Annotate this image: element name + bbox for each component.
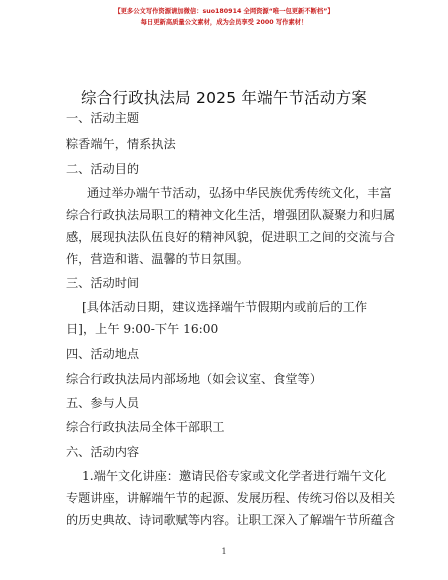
paragraph-line: [具体活动日期，建议选择端午节假期内或前后的工作 xyxy=(82,300,368,314)
section-heading-time: 三、活动时间 xyxy=(66,276,140,290)
paragraph-line: 感，展现执法队伍良好的精神风貌，促进职工之间的交流与合 xyxy=(66,230,396,244)
document-title: 综合行政执法局 2025 年端午节活动方案 xyxy=(80,89,367,107)
paragraph-line: 通过举办端午节活动，弘扬中华民族优秀传统文化，丰富 xyxy=(87,186,392,200)
paragraph-line: 的历史典故、诗词歌赋等内容。让职工深入了解端午节所蕴含 xyxy=(66,513,396,527)
section-heading-content: 六、活动内容 xyxy=(66,445,140,459)
promo-banner-line-2: 每日更新高质量公文素材，成为会员享受 2000 写作素材！ xyxy=(140,19,308,26)
promo-banner xyxy=(0,6,448,28)
section-heading-participants: 五、参与人员 xyxy=(66,396,140,410)
section-body-participants: 综合行政执法局全体干部职工 xyxy=(66,420,225,434)
promo-banner-line-1: 【更多公文写作资源请加微信：suo180914 全网资源“唯一包更新不断档”】 xyxy=(114,8,334,15)
page-number: 1 xyxy=(221,547,227,556)
section-heading-location: 四、活动地点 xyxy=(66,347,140,361)
section-body-location: 综合行政执法局内部场地（如会议室、食堂等） xyxy=(66,372,322,386)
section-body-time xyxy=(66,296,386,340)
section-body-purpose xyxy=(66,182,396,270)
paragraph-line: 1.端午文化讲座：邀请民俗专家或文化学者进行端午文化 xyxy=(82,469,387,483)
section-heading-theme: 一、活动主题 xyxy=(66,111,140,125)
paragraph-line: 专题讲座，讲解端午节的起源、发展历程、传统习俗以及相关 xyxy=(66,491,396,505)
paragraph-line: 综合行政执法局职工的精神文化生活，增强团队凝聚力和归属 xyxy=(66,208,396,222)
paragraph-line: 作，营造和谐、温馨的节日氛围。 xyxy=(66,252,249,266)
paragraph-line: 日]，上午 9:00-下午 16:00 xyxy=(66,322,219,336)
section-body-theme: 粽香端午，情系执法 xyxy=(66,137,176,151)
section-body-content xyxy=(66,465,396,531)
section-heading-purpose: 二、活动目的 xyxy=(66,162,140,176)
